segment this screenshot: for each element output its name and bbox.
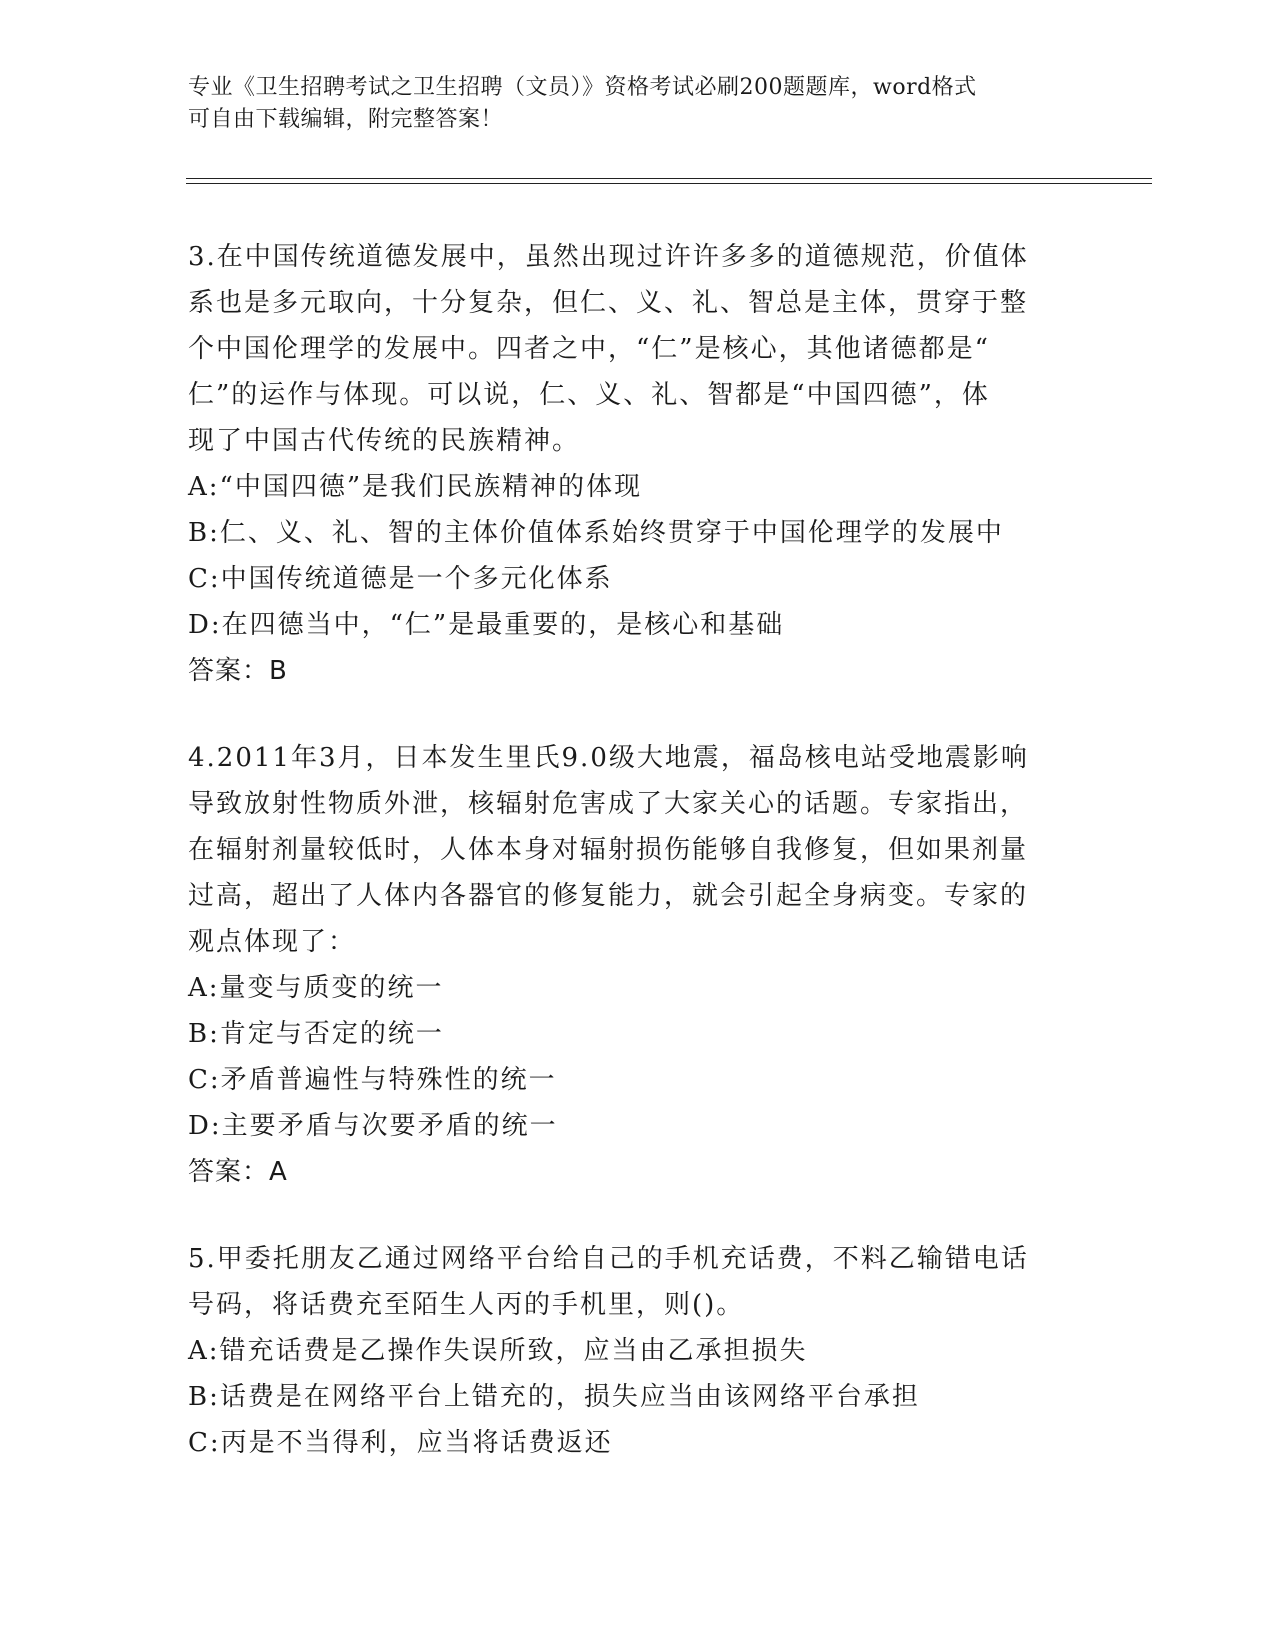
question-text-line: 系也是多元取向，十分复杂，但仁、义、礼、智总是主体，贯穿于整 bbox=[188, 288, 1029, 318]
question-text-line: 在辐射剂量较低时，人体本身对辐射损伤能够自我修复，但如果剂量 bbox=[188, 835, 1029, 865]
question-3 bbox=[188, 234, 1068, 694]
answer-label: 答案：A bbox=[188, 1157, 288, 1187]
answer-label: 答案：B bbox=[188, 656, 288, 686]
header-divider-top bbox=[186, 178, 1152, 179]
option-d: D:在四德当中，“仁”是最重要的，是核心和基础 bbox=[188, 610, 785, 640]
option-b: B:仁、义、礼、智的主体价值体系始终贯穿于中国伦理学的发展中 bbox=[188, 518, 1004, 548]
option-a: A:错充话费是乙操作失误所致，应当由乙承担损失 bbox=[188, 1336, 808, 1366]
option-c: C:中国传统道德是一个多元化体系 bbox=[188, 564, 613, 594]
question-text-line: 4.2011年3月，日本发生里氏9.0级大地震，福岛核电站受地震影响 bbox=[188, 743, 1029, 773]
question-text-line: 导致放射性物质外泄，核辐射危害成了大家关心的话题。专家指出， bbox=[188, 789, 1029, 819]
question-text-line: 观点体现了： bbox=[188, 927, 357, 957]
option-c: C:矛盾普遍性与特殊性的统一 bbox=[188, 1065, 557, 1095]
question-text-line: 个中国伦理学的发展中。四者之中，“仁”是核心，其他诸德都是“ bbox=[188, 334, 990, 364]
question-4 bbox=[188, 735, 1068, 1195]
question-text-line: 3.在中国传统道德发展中，虽然出现过许许多多的道德规范，价值体 bbox=[188, 242, 1029, 272]
question-text-line: 现了中国古代传统的民族精神。 bbox=[188, 426, 581, 456]
question-5 bbox=[188, 1236, 1068, 1466]
option-d: D:主要矛盾与次要矛盾的统一 bbox=[188, 1111, 558, 1141]
option-a: A:量变与质变的统一 bbox=[188, 973, 444, 1003]
question-text-line: 号码，将话费充至陌生人丙的手机里，则()。 bbox=[188, 1290, 745, 1320]
option-b: B:话费是在网络平台上错充的，损失应当由该网络平台承担 bbox=[188, 1382, 920, 1412]
header-line-2: 可自由下载编辑，附完整答案！ bbox=[188, 107, 504, 132]
option-b: B:肯定与否定的统一 bbox=[188, 1019, 444, 1049]
option-a: A:“中国四德”是我们民族精神的体现 bbox=[188, 472, 643, 502]
question-text-line: 仁”的运作与体现。可以说，仁、义、礼、智都是“中国四德”，体 bbox=[188, 380, 990, 410]
question-text-line: 过高，超出了人体内各器官的修复能力，就会引起全身病变。专家的 bbox=[188, 881, 1029, 911]
option-c: C:丙是不当得利，应当将话费返还 bbox=[188, 1428, 613, 1458]
header-divider-bottom bbox=[186, 183, 1152, 184]
document-header bbox=[188, 72, 1068, 136]
question-text-line: 5.甲委托朋友乙通过网络平台给自己的手机充话费，不料乙输错电话 bbox=[188, 1244, 1029, 1274]
header-line-1: 专业《卫生招聘考试之卫生招聘（文员）》资格考试必刷200题题库，word格式 bbox=[188, 75, 977, 100]
